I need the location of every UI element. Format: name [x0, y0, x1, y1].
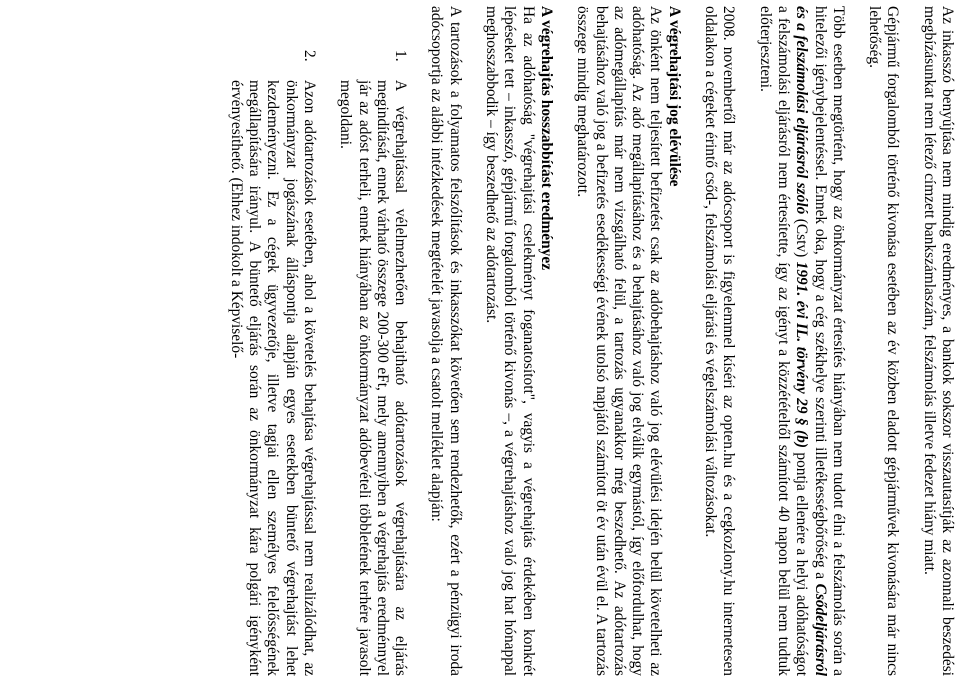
paragraph-extension: Ha az adóhatóság "végrehajtási cselekményt foganatosított", vagyis a végrehajtás érdekében konkrét lépéseket tett – inkasszó, gépjármű forgalomból történő kivonás –, a végrehajtáshoz való jog hat hónappal meghosszabbodik – így beszedhető az adótartozást.: [483, 6, 537, 676]
text: (Cstv): [793, 214, 811, 262]
paragraph-measures: A tartozások a folyamatos felszólítások és inkasszókat követően sem rendezhetők, ezért a pénzügyi iroda adócsoportja az alábbi intézkedések megtételét javasolja a csatolt melléklet alapján:: [428, 6, 464, 676]
list-text: Azon adótartozások esetében, ahol a követelés behajtása végrehajtással nem realizálódhat, az önkormányzat jogászának álláspontja alapján egyes esetekben büntető végrehajtást lehet kezdeményezni. Ez a cégek ügyvezetője, illetve tagjai ellen személyes felelősségének megállapítására irányul. A büntető eljárás során az önkormányzat kára polgári igényként érvényesíthető. (Ehhez indokolt a Képviselő-: [227, 80, 318, 676]
paragraph-intro: Az inkasszó benyújtása nem mindig eredményes, a bankok sokszor visszautasítják az azonnali beszedési megbízásunkat nem létező címzett bankszámlaszám, felszámolás illetve fedezet hiány miatt.: [920, 6, 956, 676]
paragraph-liquidation: [755, 6, 846, 676]
text: Több esetben megtörtént, hogy az önkormányzat értesítés hiányában nem tudott élni a felszámolás során a hitelezői igénybejelentéssel. Ennek oka, hogy a cég székhelye szerinti illetékességbőrőség a: [811, 6, 847, 676]
paragraph-limitation: Az önként nem teljesített befizetést csak az adóbehajtáshoz való jog elévülési idején belül követelheti az adóhatóság. Az adó megállapításához és a behajtásához való jog elválik egymástól, így előfordulhat, hogy az adómegállapítás már nem vizsgálható felül, a tartozás ugyanakkor még beszedhető. Az adótartozás behajtásához való jog a befizetés esedékességi évének utolsó napjától számított öt év után évül el. A tartozás összege mindig meghatározott.: [574, 6, 665, 676]
law-reference: Csődeljárásról és a felszámolási eljárásról szóló: [793, 6, 829, 676]
paragraph-vehicle: Gépjármű forgalomból történő kivonása esetében az év közben eladott gépjárművek kivonására már nincs lehetőség.: [866, 6, 902, 676]
list-text: A végrehajtással vélelmezhetően behajtható adótartozások végrehajtására az eljárás megindítását, ennek várható összege 200-300 eFt, mely amennyiben a végrehajtás eredménnyel jár az adóst terheli, ennek hiányában az önkormányzat adóbevételi többletének terhére javasolt megoldani.: [337, 80, 410, 676]
heading-limitation: A végrehajtási jog elévülése: [665, 6, 683, 187]
law-reference-2: 1991. évi IL. törvény 29 § (b): [793, 261, 811, 448]
text: pontja ellenére a helyi adóhatóságot a felszámolási eljárásról nem értesítette, így az igényt a közzétételtől számított 40 napon belül nem tudtuk előterjeszteni.: [756, 6, 811, 677]
heading-extension: A végrehajtás hosszabbítást eredményez: [537, 6, 555, 271]
list-item: [227, 6, 318, 676]
list-number: 1.: [392, 50, 410, 62]
list-item: [336, 6, 409, 676]
measures-list: [227, 6, 410, 676]
paragraph-monitoring: 2008. novembertől már az adócsoport is figyelemmel kíséri az opten.hu és a cegkozlony.hu internetesen oldalakon a cégeket érintő csőd-, felszámolási eljárási és végelszámolási változásokat.: [702, 6, 738, 676]
list-number: 2.: [300, 50, 318, 62]
